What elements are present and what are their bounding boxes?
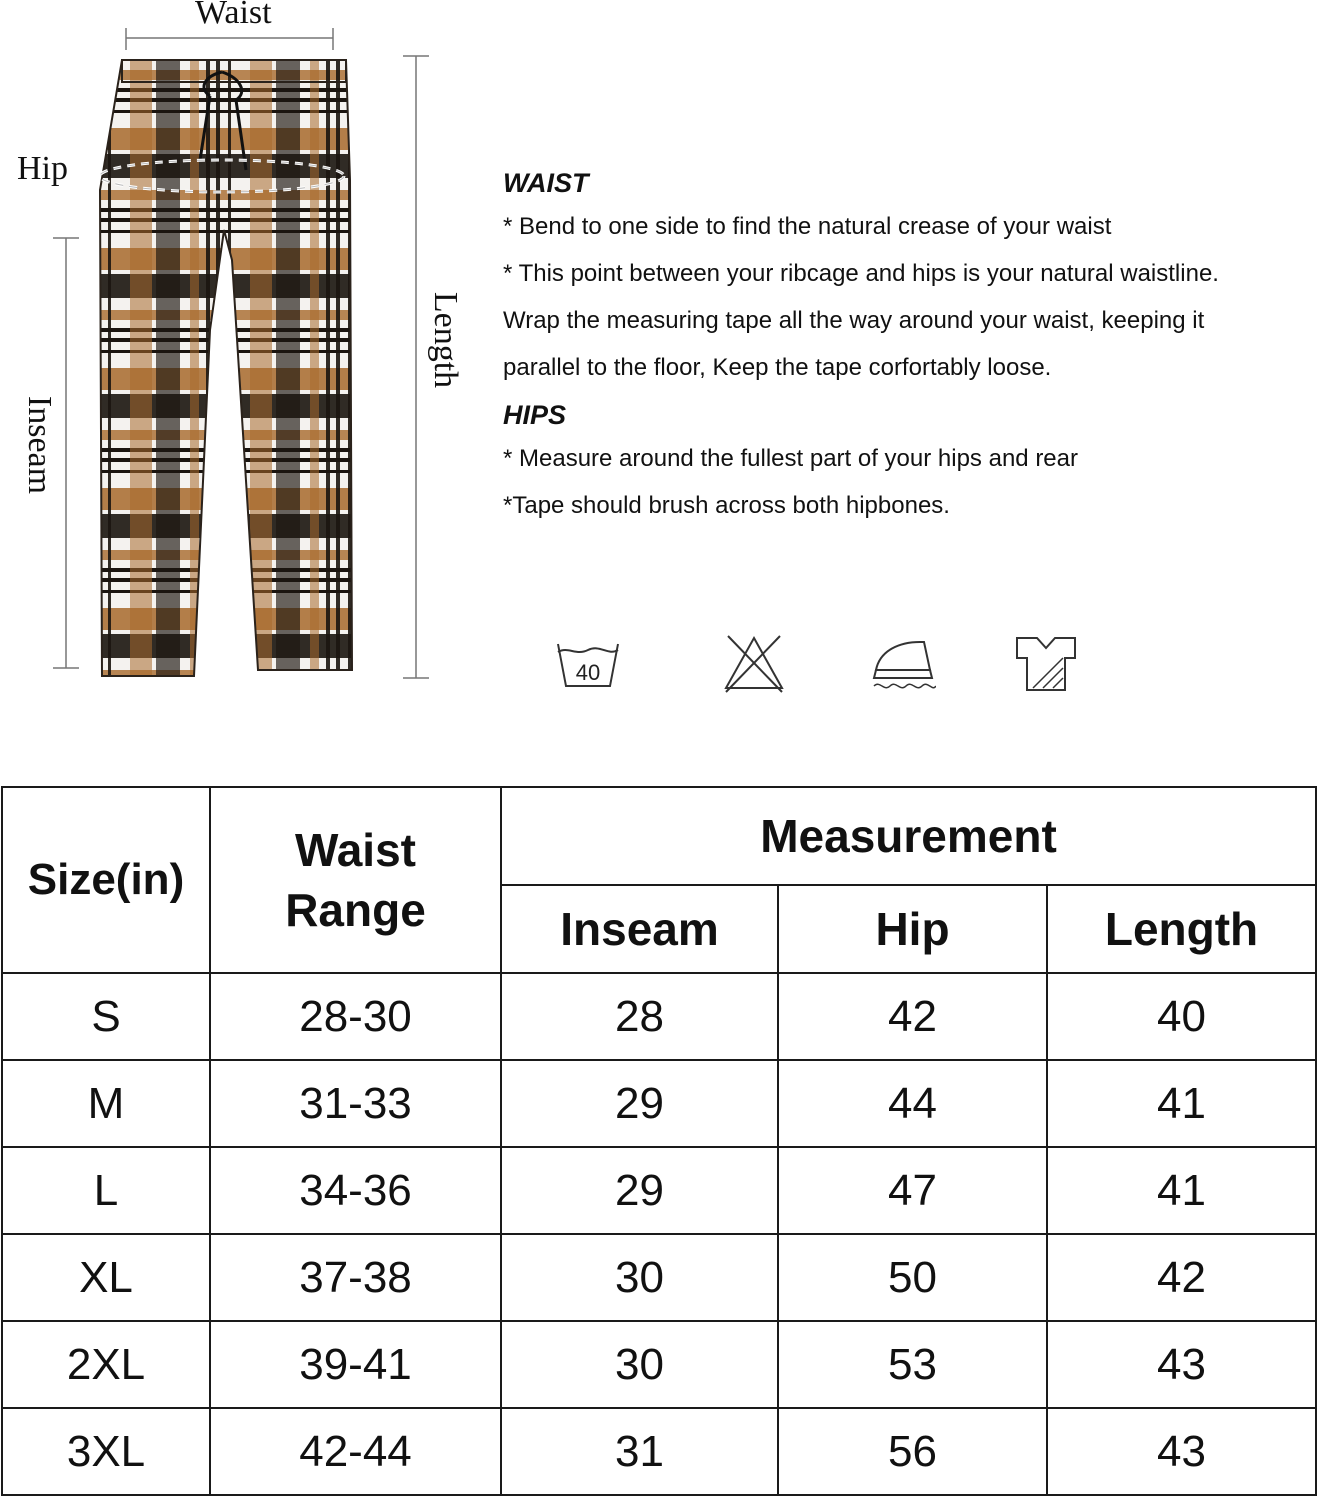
waist-line: * Bend to one side to find the natural crease of your waist xyxy=(503,213,1112,240)
measuring-guide xyxy=(503,163,1313,529)
hip-header: Hip xyxy=(778,885,1047,973)
table-row xyxy=(2,1321,1316,1408)
size-cell: XL xyxy=(2,1234,210,1321)
hips-line: * Measure around the fullest part of your hips and rear xyxy=(503,445,1078,472)
table-row xyxy=(2,1147,1316,1234)
length-cell: 43 xyxy=(1047,1408,1316,1495)
waist-cell: 28-30 xyxy=(210,973,501,1060)
table-row xyxy=(2,1060,1316,1147)
size-cell: 2XL xyxy=(2,1321,210,1408)
hips-heading: HIPS xyxy=(503,400,567,430)
hips-line: *Tape should brush across both hipbones. xyxy=(503,492,950,519)
waist-cell: 31-33 xyxy=(210,1060,501,1147)
inseam-cell: 30 xyxy=(501,1234,778,1321)
waist-line: Wrap the measuring tape all the way around your waist, keeping it xyxy=(503,307,1205,334)
size-cell: S xyxy=(2,973,210,1060)
hip-label: Hip xyxy=(17,150,68,187)
inseam-cell: 30 xyxy=(501,1321,778,1408)
iron-icon xyxy=(870,632,936,696)
pants-shape xyxy=(100,60,352,676)
table-row xyxy=(2,1234,1316,1321)
size-chart-table xyxy=(1,786,1317,1496)
waist-cell: 34-36 xyxy=(210,1147,501,1234)
length-cell: 41 xyxy=(1047,1147,1316,1234)
wash-40-icon xyxy=(556,632,620,696)
length-label: Length xyxy=(427,291,464,389)
hip-cell: 50 xyxy=(778,1234,1047,1321)
inseam-cell: 29 xyxy=(501,1060,778,1147)
size-cell: 3XL xyxy=(2,1408,210,1495)
length-cell: 41 xyxy=(1047,1060,1316,1147)
table-row xyxy=(2,1408,1316,1495)
waist-label: Waist xyxy=(195,0,272,31)
waist-line: * This point between your ribcage and hips is your natural waistline. xyxy=(503,260,1219,287)
size-cell: L xyxy=(2,1147,210,1234)
waist-cell: 37-38 xyxy=(210,1234,501,1321)
inseam-header: Inseam xyxy=(501,885,778,973)
size-cell: M xyxy=(2,1060,210,1147)
hip-cell: 56 xyxy=(778,1408,1047,1495)
wash-temp: 40 xyxy=(575,660,601,685)
hip-cell: 47 xyxy=(778,1147,1047,1234)
table-row xyxy=(2,973,1316,1060)
pants-diagram xyxy=(0,0,480,700)
hip-cell: 42 xyxy=(778,973,1047,1060)
inseam-cell: 31 xyxy=(501,1408,778,1495)
length-cell: 43 xyxy=(1047,1321,1316,1408)
waist-range-header: Waist Range xyxy=(210,787,501,973)
inseam-label: Inseam xyxy=(21,395,58,495)
size-header: Size(in) xyxy=(2,787,210,973)
waist-line: parallel to the floor, Keep the tape corfortably loose. xyxy=(503,354,1052,381)
pants-illustration xyxy=(0,0,480,700)
waist-heading: WAIST xyxy=(503,168,589,198)
inseam-cell: 28 xyxy=(501,973,778,1060)
inseam-cell: 29 xyxy=(501,1147,778,1234)
do-not-bleach-icon xyxy=(722,632,786,696)
tumble-garment-icon xyxy=(1013,632,1079,696)
waist-cell: 39-41 xyxy=(210,1321,501,1408)
length-cell: 42 xyxy=(1047,1234,1316,1321)
length-header: Length xyxy=(1047,885,1316,973)
length-cell: 40 xyxy=(1047,973,1316,1060)
measurement-header: Measurement xyxy=(501,787,1316,885)
hip-cell: 44 xyxy=(778,1060,1047,1147)
waist-cell: 42-44 xyxy=(210,1408,501,1495)
hip-cell: 53 xyxy=(778,1321,1047,1408)
